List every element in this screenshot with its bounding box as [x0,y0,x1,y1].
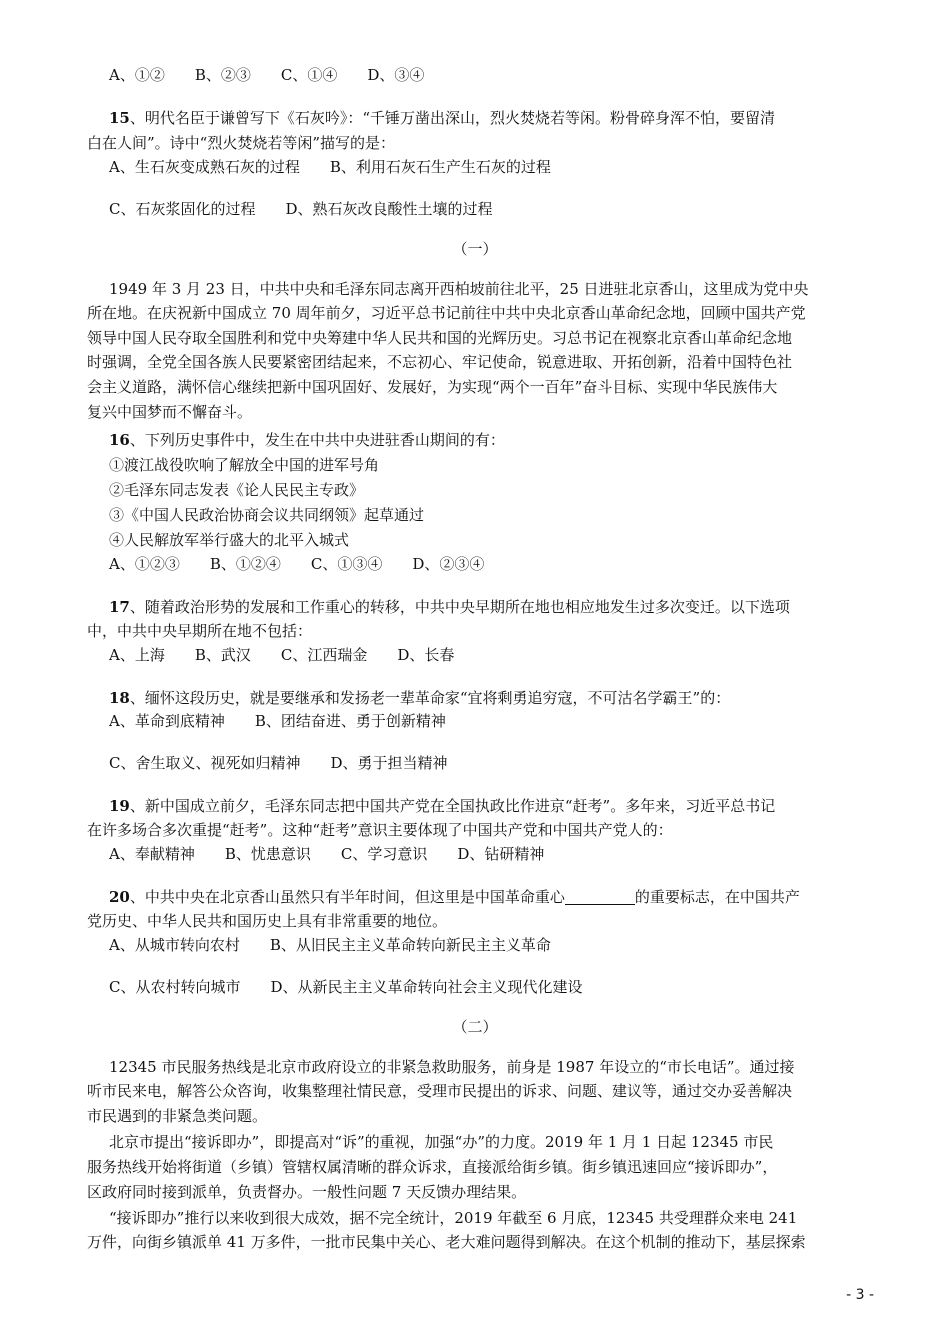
q18-number: 18 [109,689,130,707]
q16-item: ①渡江战役吹响了解放全中国的进军号角 [109,456,380,474]
section-2-title: （二） [452,1018,498,1036]
section-2-para2-line: 服务热线开始将街道（乡镇）管辖权属清晰的群众诉求，直接派给街乡镇。街乡镇迅速回应“接诉即办”， [87,1158,778,1176]
section-2-para2-line: 区政府同时接到派单，负责督办。一般性问题 7 天反馈办理结果。 [87,1183,527,1201]
q16-item: ③《中国人民政治协商会议共同纲领》起草通过 [109,506,425,524]
q18-stem [109,686,730,710]
q16-item: ②毛泽东同志发表《论人民民主专政》 [109,481,365,499]
q17-stem-line1 [109,595,790,619]
section-2-para1-line: 12345 市民服务热线是北京市政府设立的非紧急救助服务，前身是 1987 年设立的“市长电话”。通过接 [109,1058,795,1076]
section-2-para2-line: 北京市提出“接诉即办”，即提高对“诉”的重视，加强“办”的力度。2019 年 1 月 1 日起 12345 市民 [109,1133,774,1151]
q20-stem-line2: 党历史、中华人民共和国历史上具有非常重要的地位。 [87,912,448,930]
q20-options-ab: A、从城市转向农村 B、从旧民主主义革命转向新民主主义革命 [109,936,551,954]
section-1-passage-line: 领导中国人民夺取全国胜利和党中央筹建中华人民共和国的光辉历史。习总书记在视察北京香山革命纪念地 [87,329,793,347]
section-2-para3-line: 万件，向街乡镇派单 41 万多件，一批市民集中关心、老大难问题得到解决。在这个机制的推动下，基层探索 [87,1233,806,1251]
section-2-para3-line: “接诉即办”推行以来收到很大成效，据不完全统计，2019 年截至 6 月底，12345 共受理群众来电 241 [109,1209,798,1227]
q18-options-ab: A、革命到底精神 B、团结奋进、勇于创新精神 [109,712,446,730]
q17-number: 17 [109,598,130,616]
q15-text-line1: 、明代名臣于谦曾写下《石灰吟》：“千锤万凿出深山，烈火焚烧若等闲。粉骨碎身浑不怕，要留清 [129,109,776,127]
q20-options-cd: C、从农村转向城市 D、从新民主主义革命转向社会主义现代化建设 [109,978,583,996]
section-1-passage-line: 1949 年 3 月 23 日，中共中央和毛泽东同志离开西柏坡前往北平，25 日进驻北京香山，这里成为党中央 [109,280,809,298]
q15-stem-line1 [109,106,775,130]
q20-text-line1b: 的重要标志，在中国共产 [634,888,800,906]
section-2-para1-line: 听市民来电，解答公众咨询，收集整理社情民意，受理市民提出的诉求、问题、建议等，通过交办妥善解决 [87,1082,793,1100]
q16-item: ④人民解放军举行盛大的北平入城式 [109,531,350,549]
q15-stem-line2: 白在人间”。诗中“烈火焚烧若等闲”描写的是： [87,134,396,152]
q16-number: 16 [109,431,130,449]
section-1-title: （一） [452,240,498,258]
section-2-para1-line: 市民遇到的非紧急类问题。 [87,1107,268,1125]
section-1-passage-line: 时强调，全党全国各族人民要紧密团结起来，不忘初心、牢记使命，锐意进取、开拓创新，沿着中国特色社 [87,353,793,371]
q17-options: A、上海 B、武汉 C、江西瑞金 D、长春 [109,646,455,664]
q20-text-line1a: 、中共中央在北京香山虽然只有半年时间，但这里是中国革命重心 [129,888,565,906]
q16-stem [109,428,505,452]
q20-number: 20 [109,888,130,906]
q19-text-line1: 、新中国成立前夕，毛泽东同志把中国共产党在全国执政比作进京“赶考”。多年来，习近平总书记 [129,797,776,815]
q17-text-line1: 、随着政治形势的发展和工作重心的转移，中共中央早期所在地也相应地发生过多次变迁。以下选项 [129,598,790,616]
q18-options-cd: C、舍生取义、视死如归精神 D、勇于担当精神 [109,754,448,772]
q19-number: 19 [109,797,130,815]
section-1-passage-line: 所在地。在庆祝新中国成立 70 周年前夕，习近平总书记前往中共中央北京香山革命纪念地，回顾中国共产党 [87,304,806,322]
q15-options-cd: C、石灰浆固化的过程 D、熟石灰改良酸性土壤的过程 [109,200,493,218]
answer-blank [565,889,635,905]
q17-stem-line2: 中，中共中央早期所在地不包括： [87,622,313,640]
q15-number: 15 [109,109,130,127]
q15-options-ab: A、生石灰变成熟石灰的过程 B、利用石灰石生产生石灰的过程 [109,158,551,176]
q16-options: A、①②③ B、①②④ C、①③④ D、②③④ [109,555,485,573]
q18-text: 、缅怀这段历史，就是要继承和发扬老一辈革命家“宜将剩勇追穷寇，不可沽名学霸王”的： [129,689,731,707]
q19-stem-line2: 在许多场合多次重提“赶考”。这种“赶考”意识主要体现了中国共产党和中国共产党人的： [87,821,673,839]
section-1-passage-line: 复兴中国梦而不懈奋斗。 [87,403,253,421]
section-1-passage-line: 会主义道路，满怀信心继续把新中国巩固好、发展好，为实现“两个一百年”奋斗目标、实现中华民族伟大 [87,378,778,396]
page-number: - 3 - [846,1287,874,1303]
q16-text: 、下列历史事件中，发生在中共中央进驻香山期间的有： [129,431,505,449]
q14-options: A、①② B、②③ C、①④ D、③④ [109,66,425,84]
q19-stem-line1 [109,794,775,818]
q19-options: A、奉献精神 B、忧患意识 C、学习意识 D、钻研精神 [109,845,545,863]
q20-stem-line1 [109,885,800,909]
